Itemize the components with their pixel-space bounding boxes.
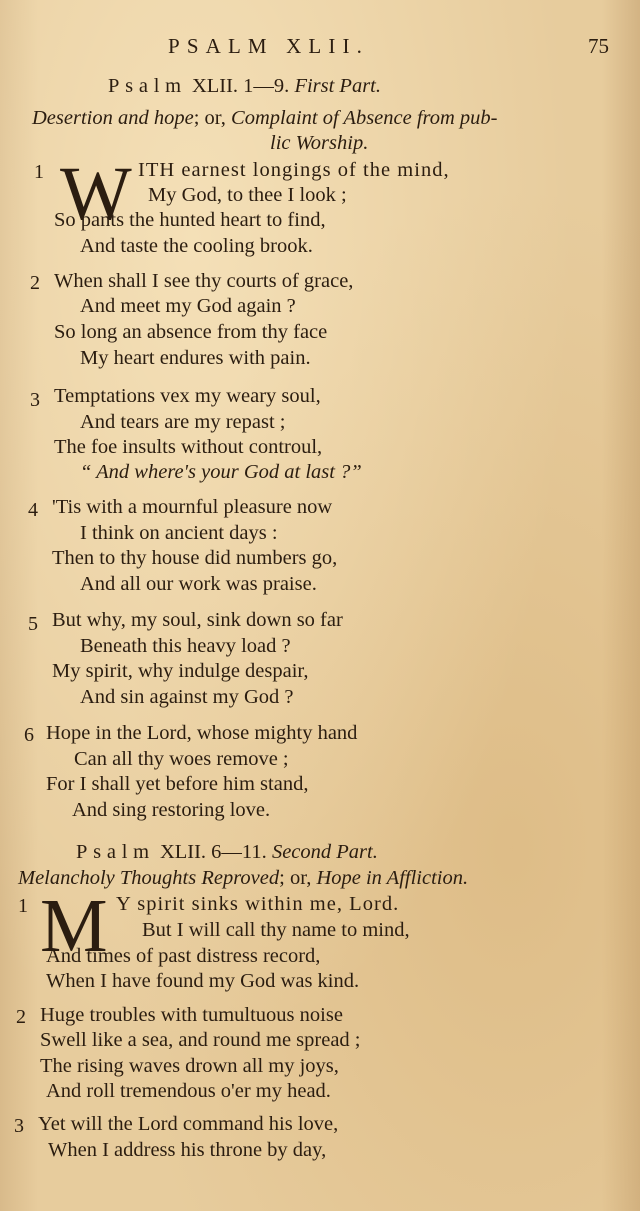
part2-subtitle-c: Hope in Affliction.: [316, 867, 469, 889]
verse-line: My heart endures with pain.: [80, 347, 311, 369]
verse-line: When I address his throne by day,: [48, 1139, 327, 1161]
verse-line: 'Tis with a mournful pleasure now: [52, 496, 333, 518]
part1-subtitle-c: Complaint of Absence from pub-: [231, 107, 498, 129]
drop-cap: M: [40, 884, 108, 968]
verse-line: And taste the cooling brook.: [80, 235, 313, 257]
part2-subtitle-b: ; or,: [279, 867, 312, 889]
verse-line: “ And where's your God at last ?”: [80, 461, 362, 483]
verse-line: ITH earnest longings of the mind,: [138, 159, 450, 181]
part2-heading: [76, 842, 378, 863]
stanza-number: 6: [24, 724, 34, 746]
verse-line: But I will call thy name to mind,: [142, 919, 410, 941]
running-title: PSALM XLII.: [168, 34, 370, 58]
verse-line: Yet will the Lord command his love,: [38, 1113, 339, 1135]
verse-line: Can all thy woes remove ;: [74, 748, 289, 770]
verse-line: So pants the hunted heart to find,: [54, 209, 326, 231]
verse-line: And all our work was praise.: [80, 573, 317, 595]
verse-line: Hope in the Lord, whose mighty hand: [46, 722, 358, 744]
stanza-number: 2: [16, 1006, 26, 1028]
stanza-number: 1: [34, 161, 44, 183]
part1-heading: [108, 76, 381, 97]
stanza-number: 3: [14, 1115, 24, 1137]
stanza-number: 1: [18, 895, 28, 917]
verse-line: For I shall yet before him stand,: [46, 773, 309, 795]
verse-line: So long an absence from thy face: [54, 321, 328, 343]
verse-line: I think on ancient days :: [80, 522, 278, 544]
stanza-number: 5: [28, 613, 38, 635]
verse-line: The rising waves drown all my joys,: [40, 1055, 339, 1077]
verse-line: Then to thy house did numbers go,: [52, 547, 338, 569]
stanza-number: 4: [28, 499, 38, 521]
verse-line: Huge troubles with tumultuous noise: [40, 1004, 343, 1026]
page-number: 75: [588, 34, 609, 58]
verse-line: Temptations vex my weary soul,: [54, 385, 321, 407]
verse-line: And meet my God again ?: [80, 295, 296, 317]
verse-line: Swell like a sea, and round me spread ;: [40, 1029, 361, 1051]
verse-line: And sin against my God ?: [80, 686, 294, 708]
part1-subtitle-line1: [32, 108, 498, 129]
verse-line: And roll tremendous o'er my head.: [46, 1080, 331, 1102]
verse-line: And times of past distress record,: [46, 945, 321, 967]
part1-subtitle-line2: lic Worship.: [270, 132, 369, 154]
verse-line: My God, to thee I look ;: [148, 184, 347, 206]
verse-line: And tears are my repast ;: [80, 411, 286, 433]
verse-line: And sing restoring love.: [72, 799, 271, 821]
stanza-number: 2: [30, 272, 40, 294]
part1-subtitle-a: Desertion and hope: [32, 107, 194, 129]
verse-line: My spirit, why indulge despair,: [52, 660, 309, 682]
part1-heading-psalm: Psalm: [108, 75, 187, 97]
verse-line: But why, my soul, sink down so far: [52, 609, 343, 631]
part1-heading-part: First Part.: [294, 75, 382, 97]
verse-line: Y spirit sinks within me, Lord.: [116, 893, 400, 915]
part2-heading-ref: XLII. 6—11.: [159, 841, 267, 863]
part2-heading-part: Second Part.: [271, 841, 378, 863]
verse-line: Beneath this heavy load ?: [80, 635, 291, 657]
part1-heading-ref: XLII. 1—9.: [191, 75, 290, 97]
verse-line: When I have found my God was kind.: [46, 970, 360, 992]
verse-line: The foe insults without controul,: [54, 436, 323, 458]
part1-subtitle-b: ; or,: [193, 107, 226, 129]
part2-heading-psalm: Psalm: [76, 841, 155, 863]
drop-cap: W: [60, 152, 132, 236]
part2-subtitle-a: Melancholy Thoughts Reproved: [18, 867, 280, 889]
stanza-number: 3: [30, 389, 40, 411]
verse-line: When shall I see thy courts of grace,: [54, 270, 354, 292]
